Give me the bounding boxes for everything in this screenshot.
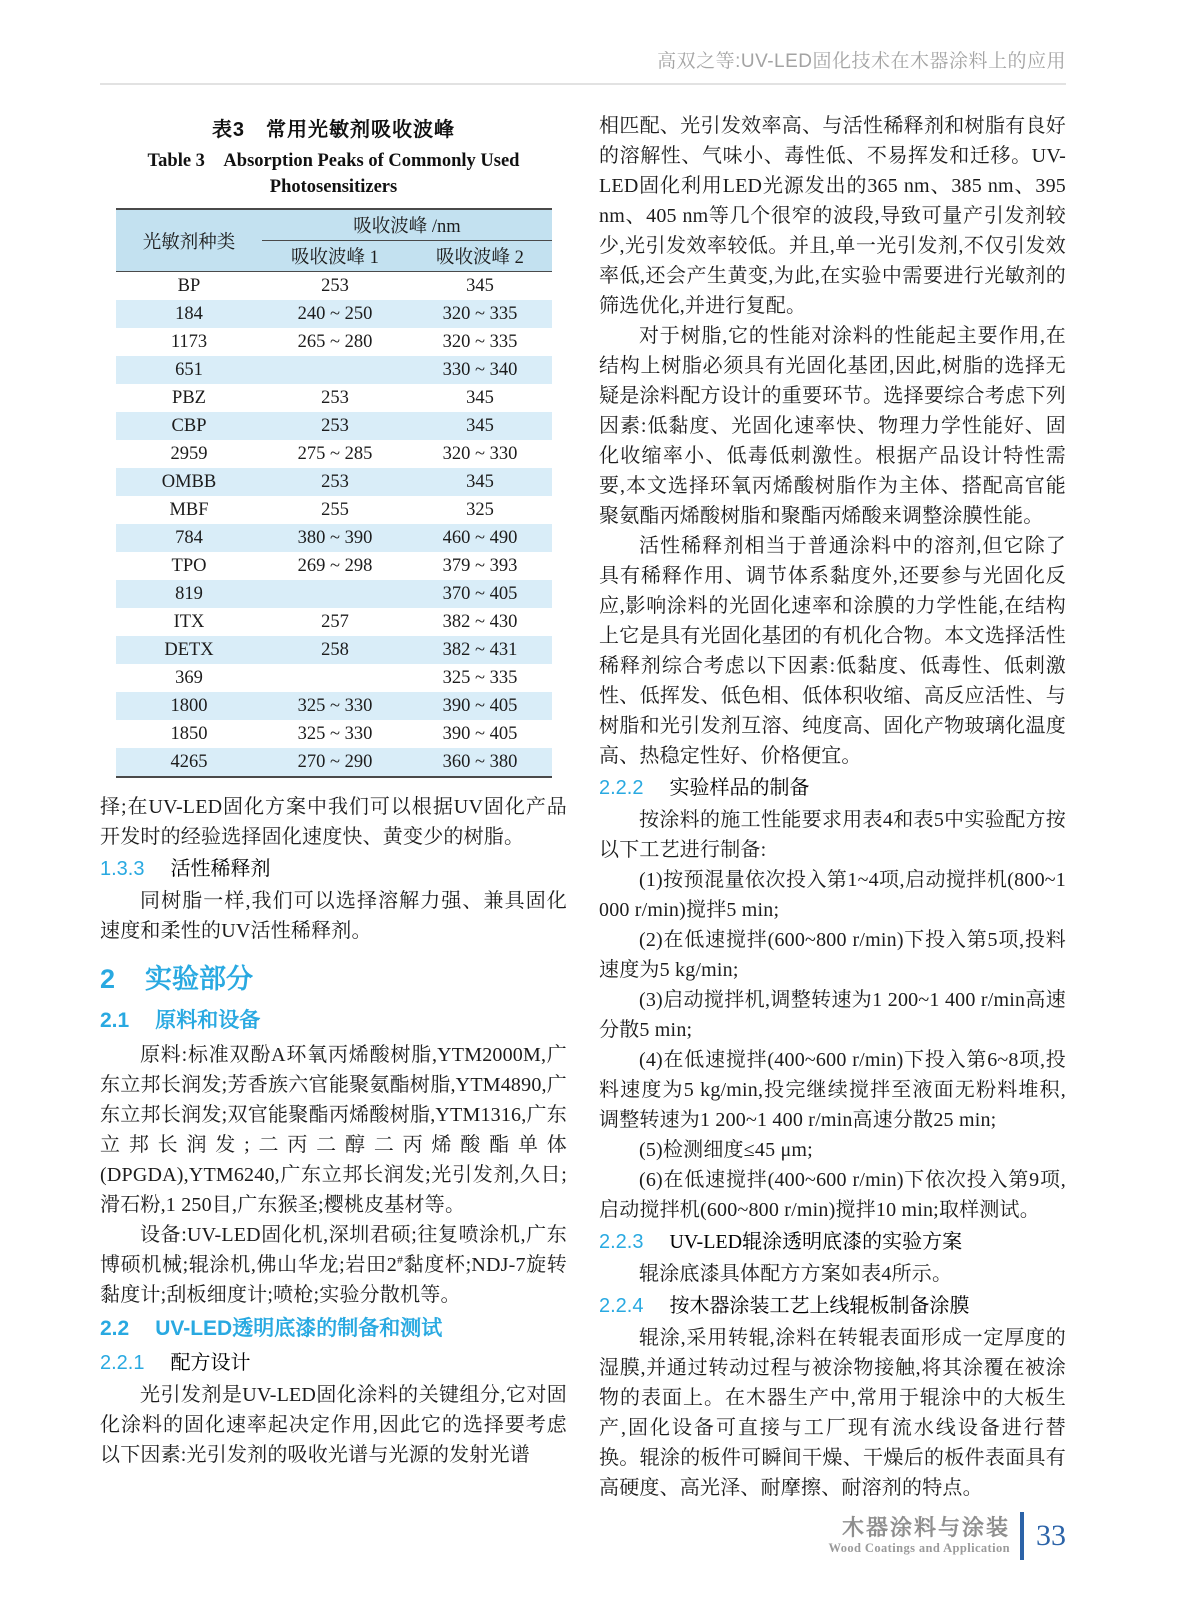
para-diluent-factors: 活性稀释剂相当于普通涂料中的溶剂,但它除了具有稀释作用、调节体系黏度外,还要参与光固化反应,影响涂料的光固化速率和涂膜的力学性能,在结构上它是具有光固化基团的有机化合物。本文选择活性稀释剂综合考虑以下因素:低黏度、低毒性、低刺激性、低挥发、低色相、低体积收缩、高反应活性、与树脂和光引发剂互溶、纯度高、固化产物玻璃化温度高、热稳定性好、价格便宜。 [599,535,1066,767]
cell-photosensitizer: 1850 [170,723,208,744]
cell-photosensitizer: 651 [116,356,262,384]
left-column [100,111,567,1503]
table3-caption-en-line1: Table 3 Absorption Peaks of Commonly Used [147,151,520,171]
cell-peak2: 460 ~ 490 [408,524,552,552]
table-row [116,328,552,356]
cell-peak1: 380 ~ 390 [262,524,408,552]
cell-peak1: 270 ~ 290 [262,748,408,777]
cell-peak2: 370 ~ 405 [408,580,552,608]
heading-number: 2.2.4 [599,1295,644,1317]
equipment-text-cont: 黏度杯;NDJ-7旋转黏度计;刮板细度计;喷枪;实验分散机等。 [100,1254,568,1306]
heading-2-1 [100,1006,567,1036]
cell-peak1: 269 ~ 298 [297,555,373,576]
heading-title: UV-LED辊涂透明底漆的实验方案 [669,1231,963,1253]
table-row [116,692,552,720]
step-4: (4)在低速搅拌(400~600 r/min)下投入第6~8项,投料速度为5 kg/min,投完继续搅拌至液面无粉料堆积,调整转速为1 200~1 400 r/min高速分散25 min; [599,1049,1066,1131]
cell-photosensitizer: 1173 [170,331,208,352]
step-2: (2)在低速搅拌(600~800 r/min)下投入第5项,投料速度为5 kg/min; [599,929,1066,981]
cell-photosensitizer: CBP [116,412,262,440]
column-header-type: 光敏剂种类 [116,209,262,272]
cell-peak2: 320 ~ 335 [442,331,518,352]
heading-2-2 [100,1314,567,1344]
cell-peak1: 325 ~ 330 [262,692,408,720]
cell-peak1 [262,664,408,692]
journal-name-zh: 木器涂料与涂装 [841,1515,1010,1540]
cell-photosensitizer: TPO [171,555,207,576]
heading-title: 原料和设备 [155,1009,261,1032]
table-body [116,272,552,778]
cell-peak1: 253 [262,468,408,496]
heading-2-2-4 [599,1291,1066,1321]
cell-peak2: 325 ~ 335 [442,667,518,688]
cell-peak2: 320 ~ 330 [442,443,518,464]
cell-peak2: 382 ~ 430 [442,611,518,632]
table-row [116,272,552,301]
two-column-layout [100,111,1066,1503]
superscript-hash: # [396,1252,404,1267]
cell-photosensitizer: MBF [169,499,209,520]
cell-peak2: 330 ~ 340 [408,356,552,384]
page-number: 33 [1036,1519,1066,1552]
cell-photosensitizer: 184 [116,300,262,328]
cell-photosensitizer: PBZ [172,387,206,408]
journal-name-block [829,1516,1010,1556]
table-row [116,720,552,748]
heading-1-3-3 [100,854,567,884]
heading-number: 1.3.3 [100,858,145,880]
journal-name-en: Wood Coatings and Application [828,1541,1010,1555]
heading-title: 按木器涂装工艺上线辊板制备涂膜 [669,1295,970,1317]
cell-peak1: 255 [321,499,349,520]
para-materials: 原料:标准双酚A环氧丙烯酸树脂,YTM2000M,广东立邦长润发;芳香族六官能聚氨酯树脂,YTM4890,广东立邦长润发;双官能聚酯丙烯酸树脂,YTM1316,广东立邦长润发;二丙二醇二丙烯酸酯单体(DPGDA),YTM6240,广东立邦长润发;光引发剂,久日;滑石粉,1 250目,广东猴圣;樱桃皮基材等。 [100,1044,567,1216]
step-3: (3)启动搅拌机,调整转速为1 200~1 400 r/min高速分散5 min; [599,989,1066,1041]
cell-photosensitizer: 784 [116,524,262,552]
heading-title: 实验部分 [145,964,254,994]
column-header-peak1: 吸收波峰 1 [262,241,408,272]
column-header-group: 吸收波峰 /nm [262,209,552,241]
table3-caption-zh: 表3 常用光敏剂吸收波峰 [211,119,456,141]
cell-peak1: 257 [321,611,349,632]
cell-photosensitizer: ITX [173,611,205,632]
table-row [116,496,552,524]
cell-photosensitizer: 819 [116,580,262,608]
para-resin-selection: 对于树脂,它的性能对涂料的性能起主要作用,在结构上树脂必须具有光固化基团,因此,树脂的选择无疑是涂料配方设计的重要环节。选择要综合考虑下列因素:低黏度、光固化速率快、物理力学性能好、固化收缩率小、低毒低刺激性。根据产品设计特性需要,本文选择环氧丙烯酸树脂作为主体、搭配高官能聚氨酯丙烯酸树脂和聚酯丙烯酸来调整涂膜性能。 [599,325,1066,527]
table-row [116,440,552,468]
table-row [116,412,552,440]
para-roller-scheme: 辊涂底漆具体配方方案如表4所示。 [639,1263,953,1285]
cell-peak1 [262,580,408,608]
cell-peak1: 253 [321,275,349,296]
equipment-text: 设备:UV-LED固化机,深圳君硕;往复喷涂机,广东博硕机械;辊涂机,佛山华龙;岩田2 [100,1224,567,1276]
cell-photosensitizer: OMBB [116,468,262,496]
cell-photosensitizer: 1800 [116,692,262,720]
table-row [116,468,552,496]
table-row [116,748,552,777]
cell-peak1 [262,356,408,384]
table-row [116,356,552,384]
table-row [116,664,552,692]
cell-peak1: 325 ~ 330 [297,723,373,744]
para-roller-coating: 辊涂,采用转辊,涂料在转辊表面形成一定厚度的湿膜,并通过转动过程与被涂物接触,将其涂覆在被涂物的表面上。在木器生产中,常用于辊涂中的大板生产,固化设备可直接与工厂现有流水线设备进行替换。辊涂的板件可瞬间干燥、干燥后的板件表面具有高硬度、高光泽、耐摩擦、耐溶剂的特点。 [599,1327,1066,1499]
para-resin-continuation: 择;在UV-LED固化方案中我们可以根据UV固化产品开发时的经验选择固化速度快、黄变少的树脂。 [100,796,567,848]
step-1: (1)按预混量依次投入第1~4项,启动搅拌机(800~1 000 r/min)搅拌5 min; [599,869,1066,921]
footer-divider-bar [1020,1512,1024,1560]
para-reactive-diluent: 同树脂一样,我们可以选择溶解力强、兼具固化速度和柔性的UV活性稀释剂。 [100,890,567,942]
heading-section-2 [100,962,567,996]
heading-number: 2.2.1 [100,1352,145,1374]
table-row [116,300,552,328]
heading-2-2-1 [100,1348,567,1378]
heading-title: UV-LED透明底漆的制备和测试 [155,1317,443,1340]
para-preparation-intro: 按涂料的施工性能要求用表4和表5中实验配方按以下工艺进行制备: [599,809,1066,861]
cell-photosensitizer: 369 [175,667,203,688]
heading-number: 2.2.3 [599,1231,644,1253]
step-6: (6)在低速搅拌(400~600 r/min)下依次投入第9项,启动搅拌机(600~800 r/min)搅拌10 min;取样测试。 [599,1169,1066,1221]
heading-number: 2.2.2 [599,777,644,799]
cell-peak2: 390 ~ 405 [408,692,552,720]
cell-peak2: 320 ~ 335 [408,300,552,328]
cell-peak2: 345 [466,387,494,408]
cell-peak2: 345 [408,412,552,440]
heading-title: 配方设计 [170,1352,251,1374]
heading-number: 2.1 [100,1009,130,1032]
table-row [116,580,552,608]
cell-photosensitizer: BP [177,275,201,296]
table3-caption-en [100,148,567,200]
right-column [599,111,1066,1503]
running-head: 高双之等:UV-LED固化技术在木器涂料上的应用 [657,51,1066,72]
table-row [116,636,552,664]
header-rule [100,83,1066,85]
para-photoinitiator-continuation: 相匹配、光引发效率高、与活性稀释剂和树脂有良好的溶解性、气味小、毒性低、不易挥发和迁移。UV-LED固化利用LED光源发出的365 nm、385 nm、395 nm、405 nm等几个很窄的波段,导致可量产引发剂较少,光引发效率较低。并且,单一光引发剂,不仅引发效率低,还会产生黄变,为此,在实验中需要进行光敏剂的筛选优化,并进行复配。 [599,115,1066,317]
table-row [116,608,552,636]
cell-peak1: 275 ~ 285 [297,443,373,464]
para-formula-design: 光引发剂是UV-LED固化涂料的关键组分,它对固化涂料的固化速率起决定作用,因此它的选择要考虑以下因素:光引发剂的吸收光谱与光源的发射光谱 [100,1384,567,1466]
heading-title: 实验样品的制备 [669,777,810,799]
cell-photosensitizer: 2959 [170,443,208,464]
cell-peak2: 345 [408,468,552,496]
step-5: (5)检测细度≤45 μm; [639,1139,813,1161]
cell-peak1: 253 [321,387,349,408]
cell-photosensitizer: DETX [116,636,262,664]
cell-peak1: 265 ~ 280 [297,331,373,352]
cell-peak1: 240 ~ 250 [262,300,408,328]
cell-peak2: 390 ~ 405 [442,723,518,744]
page-footer [829,1512,1066,1560]
cell-peak1: 258 [262,636,408,664]
heading-number: 2 [100,964,116,994]
heading-2-2-2 [599,773,1066,803]
cell-peak1: 253 [262,412,408,440]
table-header [116,209,552,272]
cell-peak2: 379 ~ 393 [442,555,518,576]
para-equipment [100,1220,567,1310]
photosensitizer-table [116,208,552,778]
heading-2-2-3 [599,1227,1066,1257]
table-row [116,524,552,552]
cell-peak2: 325 [466,499,494,520]
cell-photosensitizer: 4265 [116,748,262,777]
cell-peak2: 382 ~ 431 [408,636,552,664]
heading-title: 活性稀释剂 [170,858,271,880]
table3-caption-en-line2: Photosensitizers [269,177,398,197]
table-row [116,552,552,580]
cell-peak2: 345 [466,275,494,296]
table-row [116,384,552,412]
heading-number: 2.2 [100,1317,130,1340]
column-header-peak2: 吸收波峰 2 [408,241,552,272]
cell-peak2: 360 ~ 380 [408,748,552,777]
